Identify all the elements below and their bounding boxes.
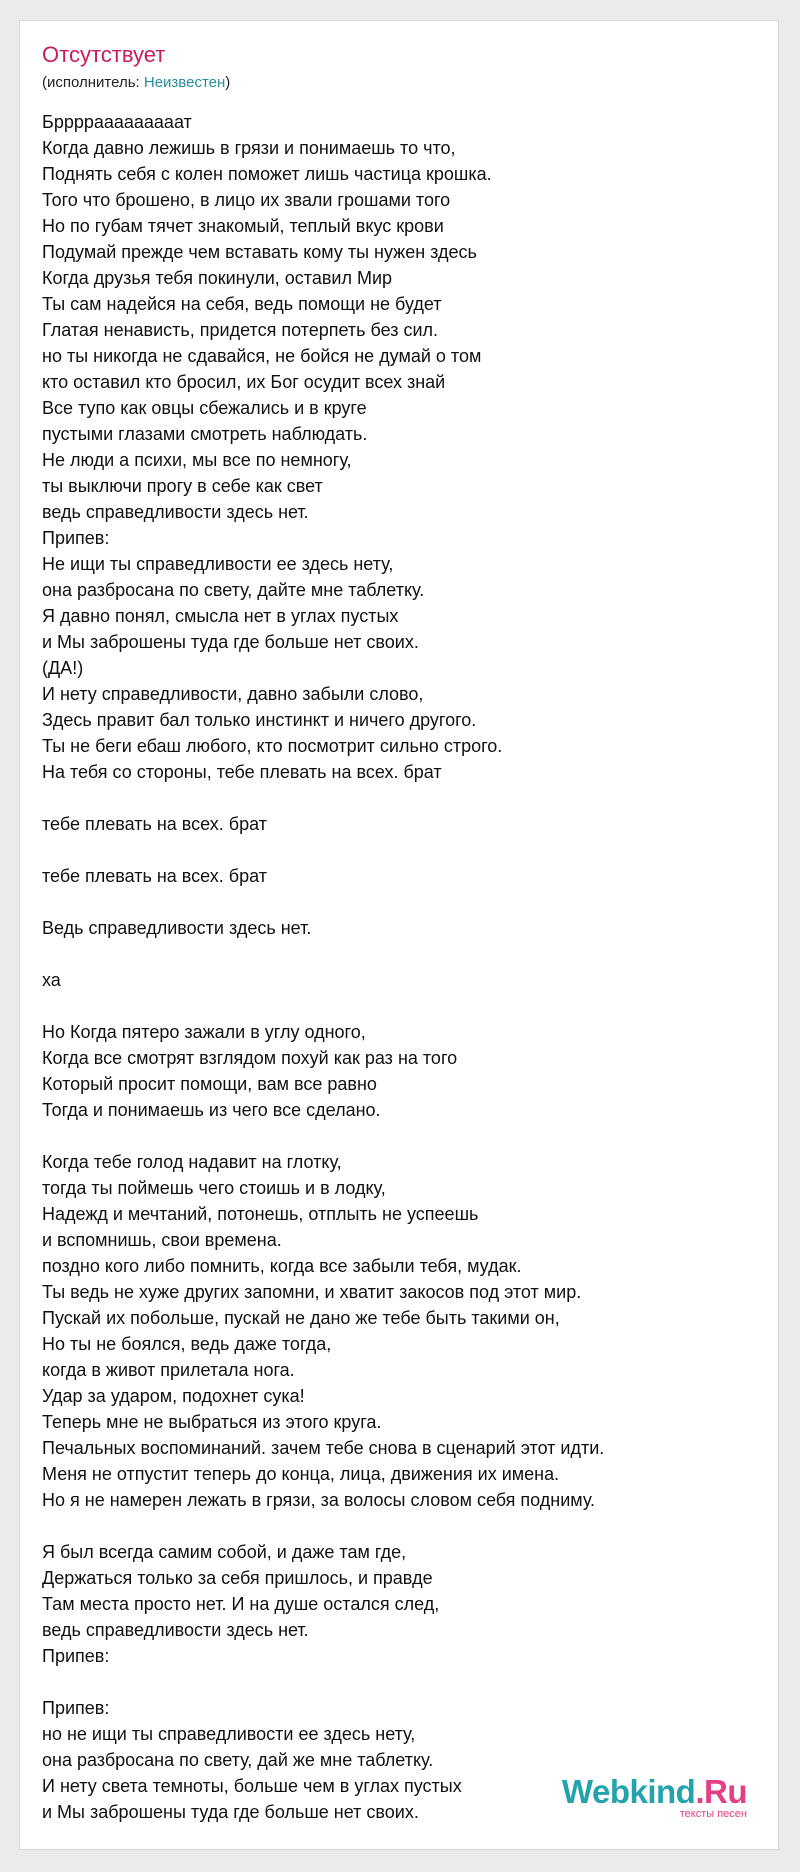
site-logo[interactable] <box>562 1775 747 1820</box>
lyric-line: Но я не намерен лежать в грязи, за волосы словом себя подниму. <box>42 1490 596 1510</box>
lyric-line: Когда все смотрят взглядом похуй как раз на того <box>42 1048 458 1068</box>
lyric-line: тебе плевать на всех. брат <box>42 866 267 886</box>
lyric-line: Я был всегда самим собой, и даже там где, <box>42 1542 407 1562</box>
lyric-line: Ведь справедливости здесь нет. <box>42 918 312 938</box>
lyric-blank-line <box>42 837 762 863</box>
lyric-line: Здесь правит бал только инстинкт и ничего другого. <box>42 710 477 730</box>
lyric-line: Теперь мне не выбраться из этого круга. <box>42 1412 382 1432</box>
lyric-line: Надежд и мечтаний, потонешь, отплыть не успеешь <box>42 1204 479 1224</box>
logo-name: Webkind <box>561 1773 696 1810</box>
lyric-line: ха <box>42 970 61 990</box>
lyric-line: и Мы заброшены туда где больше нет своих. <box>42 632 419 652</box>
lyric-line: и Мы заброшены туда где больше нет своих. <box>42 1802 419 1822</box>
lyric-line: Когда тебе голод надавит на глотку, <box>42 1152 342 1172</box>
lyric-line: кто оставил кто бросил, их Бог осудит всех знай <box>42 372 446 392</box>
lyric-blank-line <box>42 1123 762 1149</box>
logo-wordmark <box>562 1775 747 1808</box>
lyric-line: Когда друзья тебя покинули, оставил Мир <box>42 268 393 288</box>
lyric-line: ты выключи прогу в себе как свет <box>42 476 323 496</box>
lyric-line: ведь справедливости здесь нет. <box>42 1620 309 1640</box>
lyric-line: Не ищи ты справедливости ее здесь нету, <box>42 554 394 574</box>
lyric-blank-line <box>42 1513 762 1539</box>
lyric-blank-line <box>42 1669 762 1695</box>
lyric-line: она разбросана по свету, дай же мне таблетку. <box>42 1750 434 1770</box>
lyric-line: Тогда и понимаешь из чего все сделано. <box>42 1100 381 1120</box>
lyric-line: Все тупо как овцы сбежались и в круге <box>42 398 367 418</box>
lyric-line: Но ты не боялся, ведь даже тогда, <box>42 1334 332 1354</box>
lyric-line: она разбросана по свету, дайте мне таблетку. <box>42 580 425 600</box>
lyric-line: ведь справедливости здесь нет. <box>42 502 309 522</box>
lyric-line: Держаться только за себя пришлось, и правде <box>42 1568 433 1588</box>
lyric-line: Ты сам надейся на себя, ведь помощи не будет <box>42 294 442 314</box>
lyric-blank-line <box>42 889 762 915</box>
lyric-line: Припев: <box>42 528 110 548</box>
lyric-line: Бррррааааааааат <box>42 112 192 132</box>
artist-line <box>42 74 230 92</box>
lyric-line: тогда ты поймешь чего стоишь и в лодку, <box>42 1178 386 1198</box>
artist-prefix: (исполнитель: <box>42 74 144 91</box>
lyric-line: пустыми глазами смотреть наблюдать. <box>42 424 368 444</box>
lyric-line: Того что брошено, в лицо их звали грошами того <box>42 190 451 210</box>
lyric-line: Печальных воспоминаний. зачем тебе снова в сценарий этот идти. <box>42 1438 605 1458</box>
lyric-line: Я давно понял, смысла нет в углах пустых <box>42 606 399 626</box>
lyrics-text <box>42 109 762 1825</box>
logo-tagline: тексты песен <box>679 1808 747 1820</box>
lyric-line: Там места просто нет. И на душе остался след, <box>42 1594 440 1614</box>
lyric-line: Меня не отпустит теперь до конца, лица, движения их имена. <box>42 1464 560 1484</box>
lyric-line: Глатая ненависть, придется потерпеть без сил. <box>42 320 439 340</box>
lyric-blank-line <box>42 941 762 967</box>
lyric-blank-line <box>42 993 762 1019</box>
song-title: Отсутствует <box>42 42 166 67</box>
lyric-line: На тебя со стороны, тебе плевать на всех. брат <box>42 762 442 782</box>
lyric-line: Удар за ударом, подохнет сука! <box>42 1386 305 1406</box>
lyric-line: И нету света темноты, больше чем в углах пустых <box>42 1776 462 1796</box>
artist-suffix: ) <box>225 74 231 91</box>
lyric-line: но не ищи ты справедливости ее здесь нету, <box>42 1724 416 1744</box>
lyric-line: когда в живот прилетала нога. <box>42 1360 295 1380</box>
lyric-line: Когда давно лежишь в грязи и понимаешь то что, <box>42 138 456 158</box>
lyric-line: Припев: <box>42 1646 110 1666</box>
lyric-line: Но Когда пятеро зажали в углу одного, <box>42 1022 366 1042</box>
lyric-line: (ДА!) <box>42 658 84 678</box>
lyric-line: Пускай их побольше, пускай не дано же тебе быть такими он, <box>42 1308 560 1328</box>
lyric-line: и вспомнишь, свои времена. <box>42 1230 282 1250</box>
artist-link[interactable]: Неизвестен <box>143 74 226 91</box>
logo-tld: .Ru <box>695 1773 747 1810</box>
lyric-line: поздно кого либо помнить, когда все забыли тебя, мудак. <box>42 1256 522 1276</box>
lyric-blank-line <box>42 785 762 811</box>
lyric-line: Подумай прежде чем вставать кому ты нужен здесь <box>42 242 477 262</box>
lyric-line: но ты никогда не сдавайся, не бойся не думай о том <box>42 346 482 366</box>
lyrics-card <box>19 20 779 1850</box>
lyric-line: Не люди а психи, мы все по немногу, <box>42 450 352 470</box>
lyric-line: Поднять себя с колен поможет лишь частица крошка. <box>42 164 492 184</box>
lyric-line: И нету справедливости, давно забыли слово, <box>42 684 424 704</box>
lyric-line: Ты ведь не хуже других запомни, и хватит закосов под этот мир. <box>42 1282 582 1302</box>
lyric-line: Ты не беги ебаш любого, кто посмотрит сильно строго. <box>42 736 503 756</box>
lyric-line: Но по губам тячет знакомый, теплый вкус крови <box>42 216 444 236</box>
lyric-line: Припев: <box>42 1698 110 1718</box>
lyric-line: тебе плевать на всех. брат <box>42 814 267 834</box>
lyric-line: Который просит помощи, вам все равно <box>42 1074 377 1094</box>
